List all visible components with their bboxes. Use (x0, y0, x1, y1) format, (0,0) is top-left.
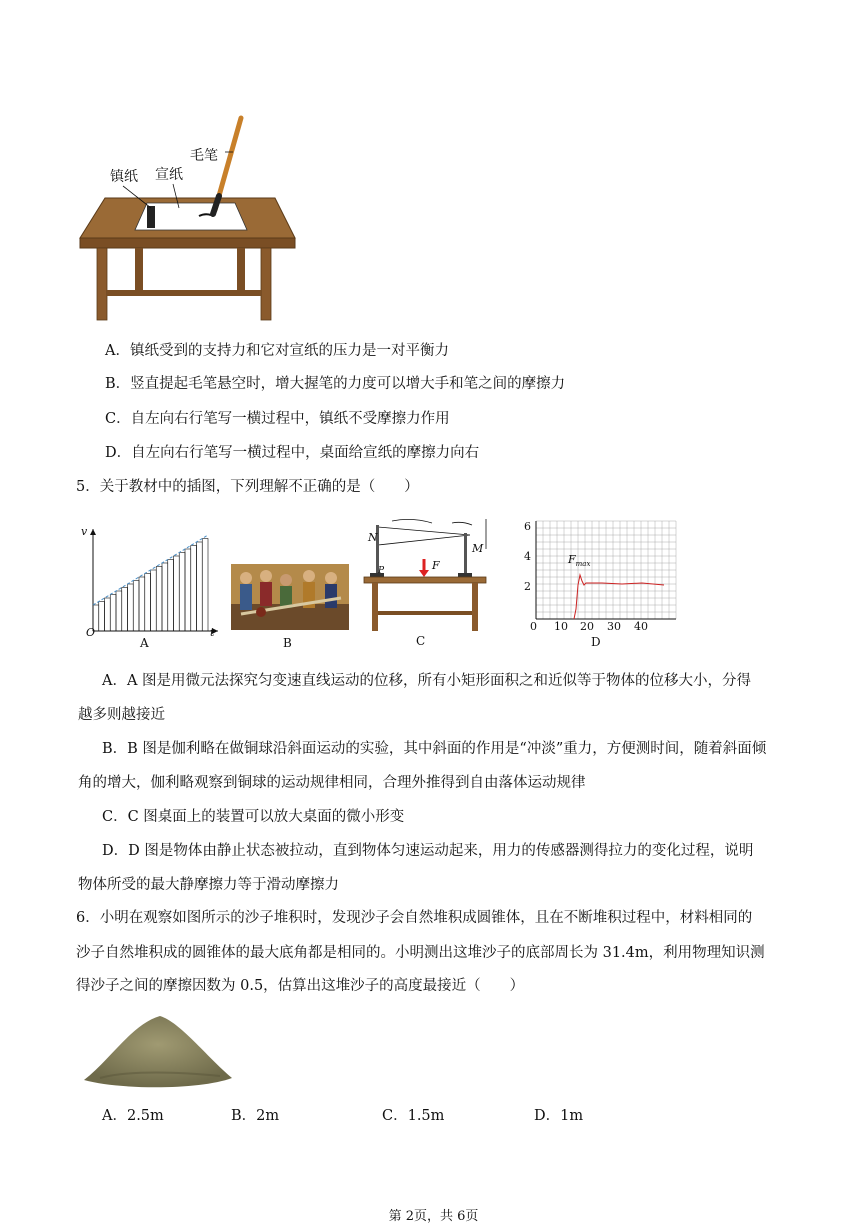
micro-rect (128, 584, 134, 631)
q6-stem-line3: 得沙子之间的摩擦因数为 0.5，估算出这堆沙子的高度最接近（ ） (76, 978, 525, 994)
fig-d-x-40: 40 (634, 620, 648, 633)
fig-d-y-6: 6 (524, 520, 531, 533)
fig-d-y-4: 4 (524, 550, 531, 563)
fig-c-m-label: M (472, 542, 484, 555)
label-brush: 毛笔 (190, 148, 218, 164)
sand-pile-image (80, 1008, 235, 1090)
q6-option-c: C．1.5m (382, 1108, 445, 1124)
micro-rect (174, 556, 180, 631)
q4-option-c: C．自左向右行笔写一横过程中，镇纸不受摩擦力作用 (105, 411, 450, 427)
fig-c-caption: C (416, 634, 426, 648)
q5-option-a-line1: A．A 图是用微元法探究匀变速直线运动的位移，所有小矩形面积之和近似等于物体的位移大小，分得 (102, 673, 752, 689)
fig-a-caption: A (140, 636, 149, 650)
micro-rect (110, 595, 116, 632)
q5-option-c: C．C 图桌面上的装置可以放大桌面的微小形变 (102, 809, 405, 825)
desk-brush-figure (75, 110, 305, 325)
fig-a-origin-label: O (86, 626, 96, 639)
micro-rect (133, 581, 139, 632)
q5-option-d-line2: 物体所受的最大静摩擦力等于滑动摩擦力 (78, 877, 339, 893)
micro-rect (151, 570, 157, 631)
micro-rect (162, 563, 168, 631)
q5-figure-a (78, 523, 223, 643)
q6-option-a: A．2.5m (102, 1108, 164, 1124)
q4-option-d: D．自左向右行笔写一横过程中，桌面给宣纸的摩擦力向右 (105, 445, 480, 461)
micro-rect (139, 577, 145, 631)
fig-a-t-label: t (210, 626, 215, 639)
q6-option-b: B．2m (231, 1108, 280, 1124)
q4-option-b: B．竖直提起毛笔悬空时，增大握笔的力度可以增大手和笔之间的摩擦力 (105, 376, 566, 392)
page-footer: 第 2页，共 6页 (388, 1209, 479, 1224)
fig-c-p-label: P (378, 566, 385, 576)
fig-d-y-2: 2 (524, 580, 531, 593)
fig-c-n-label: N (368, 531, 378, 544)
q5-figure-b (231, 564, 349, 630)
label-paper: 宣纸 (155, 167, 183, 183)
q5-option-a-line2: 越多则越接近 (78, 707, 165, 723)
fig-a-v-label: v (81, 525, 88, 538)
fig-d-caption: D (591, 635, 601, 649)
micro-rect (168, 560, 174, 632)
q5-figure-d (522, 515, 682, 625)
q5-option-b-line2: 角的增大，伽利略观察到铜球的运动规律相同，合理外推得到自由落体运动规律 (78, 775, 586, 791)
micro-rect (179, 553, 185, 632)
q6-stem-line1: 6．小明在观察如图所示的沙子堆积时，发现沙子会自然堆积成圆锥体，且在不断堆积过程中，材料相同的 (76, 910, 753, 926)
micro-rect (99, 602, 105, 632)
micro-rect (122, 588, 128, 632)
micro-rect (202, 539, 208, 632)
q5-stem: 5．关于教材中的插图，下列理解不正确的是（ ） (76, 479, 419, 495)
fig-c-f-label: F (432, 559, 440, 572)
micro-rect (197, 542, 203, 631)
fig-d-x-0: 0 (530, 620, 537, 633)
micro-rect (105, 598, 111, 631)
q5-option-b-line1: B．B 图是伽利略在做铜球沿斜面运动的实验，其中斜面的作用是“冲淡”重力，方便测时间，随着斜面倾 (102, 741, 767, 757)
micro-rect (156, 567, 162, 632)
q5-option-d-line1: D．D 图是物体由静止状态被拉动，直到物体匀速运动起来，用力的传感器测得拉力的变化过程，说明 (102, 843, 754, 859)
fig-d-x-10: 10 (554, 620, 568, 633)
q4-option-a: A．镇纸受到的支持力和它对宣纸的压力是一对平衡力 (105, 343, 449, 359)
micro-rect (191, 546, 197, 632)
fig-d-fmax-label: $F_{max}$ (568, 553, 591, 569)
micro-rect (145, 574, 151, 632)
q6-stem-line2: 沙子自然堆积成的圆锥体的最大底角都是相同的。小明测出这堆沙子的底部周长为 31.4m，利用物理知识测 (76, 945, 765, 961)
micro-rect (185, 549, 191, 631)
fig-d-x-20: 20 (580, 620, 594, 633)
fig-d-x-30: 30 (607, 620, 621, 633)
label-weight: 镇纸 (110, 169, 138, 185)
q6-option-d: D．1m (534, 1108, 584, 1124)
micro-rect (116, 591, 122, 631)
fig-b-caption: B (283, 636, 292, 650)
